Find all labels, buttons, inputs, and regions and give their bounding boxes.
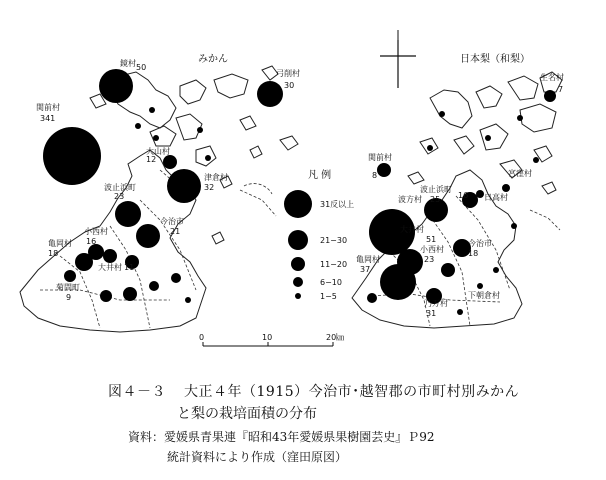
nashi-value-noma: 31 [426, 309, 437, 318]
nashi-circle-j [511, 223, 517, 229]
nashi-label-sekizen: 関前村 [368, 153, 392, 162]
mikan-label-kagami: 鏡村 [120, 59, 136, 68]
mikan-label-imabari: 今治市 [160, 217, 184, 226]
legend-circle-xs [295, 293, 301, 299]
nashi-circle-f [517, 115, 523, 121]
mikan-circle-sekizen [43, 127, 101, 185]
nashi-circle-sekizen [377, 163, 391, 177]
mikan-label-sekizen: 関前村 [36, 103, 60, 112]
nashi-circle-shimoasakura [477, 283, 483, 289]
nashi-label-kameoka: 亀岡村 [356, 255, 380, 264]
mikan-circle-e [171, 273, 181, 283]
legend [284, 168, 354, 301]
mikan-circle-h [135, 123, 141, 129]
mikan-circle-oi [103, 249, 117, 263]
nashi-value-oi: 51 [426, 235, 437, 244]
nashi-circle-c [367, 293, 377, 303]
mikan-label-kameoka: 亀岡村 [48, 239, 72, 248]
mikan-circle-yuge [257, 81, 283, 107]
nashi-value-konishi: 23 [424, 255, 435, 264]
mikan-label-hashihama: 波止浜町 [104, 183, 136, 192]
mikan-label-kikuma: 菊間町 [56, 283, 80, 292]
left-panel-title: みかん [198, 54, 228, 65]
mikan-value-sekizen: 341 [40, 114, 56, 123]
nashi-value-imabari: 18 [468, 249, 479, 258]
mikan-label-tsukura: 津倉村 [204, 173, 228, 182]
mikan-value-hashihama: 23 [114, 192, 125, 201]
figure-source-line1: 資料：愛媛県青果連『昭和43年愛媛県果樹園芸史』Ｐ92 [128, 430, 435, 444]
legend-label-xl: 31反以上 [320, 200, 355, 209]
mikan-circle-k [153, 135, 159, 141]
nashi-value-namikata: 25 [430, 195, 441, 204]
nashi-circle-i [533, 157, 539, 163]
legend-circle-m [291, 257, 305, 271]
nashi-label-oi: 大井村 [400, 225, 424, 234]
north-arrow [380, 30, 416, 88]
mikan-circle-c [100, 290, 112, 302]
mikan-circle-kagami [99, 69, 133, 103]
nashi-value-kameoka: 37 [360, 265, 371, 274]
mikan-circle-b [123, 287, 137, 301]
left-panel-boundaries [40, 170, 276, 328]
legend-label-l: 21−30 [320, 236, 348, 245]
mikan-circle-f [185, 297, 191, 303]
figure-source-line2: 統計資料により作成（窪田原図） [167, 450, 348, 464]
mikan-circle-hashihama [115, 201, 141, 227]
nashi-circle-d [493, 267, 499, 273]
nashi-label-shimoasakura: 下朝倉村 [468, 291, 500, 300]
mikan-value-kagami: 50 [136, 63, 147, 72]
nashi-label-hashihama: 波止浜町 [420, 185, 452, 194]
figure-title-line1: 大正４年（1915）今治市･越智郡の市町村別みかん [184, 384, 520, 400]
mikan-value-kameoka: 18 [48, 249, 59, 258]
scale-tick-10: 10 [262, 333, 273, 342]
mikan-value-oyama: 12 [146, 155, 157, 164]
mikan-value-imabari: 21 [170, 227, 181, 236]
mikan-circle-oyama [163, 155, 177, 169]
mikan-label-oi: 大井村 [98, 263, 122, 272]
nashi-circle-ikina [544, 90, 556, 102]
mikan-circle-g [149, 107, 155, 113]
nashi-circle-e [439, 111, 445, 117]
nashi-label-namikata: 波方村 [398, 195, 422, 204]
nashi-circle-b [457, 309, 463, 315]
nashi-circle-miyakubo [502, 184, 510, 192]
nashi-label-imabari: 今治市 [468, 239, 492, 248]
legend-title: 凡 例 [308, 170, 332, 181]
mikan-circle-d [149, 281, 159, 291]
mikan-label-konishi: 小西村 [84, 227, 108, 236]
legend-label-xs: 1−5 [320, 292, 337, 301]
nashi-value-sekizen: 8 [372, 171, 378, 180]
figure-number: 図４－３ [108, 384, 166, 400]
legend-label-m: 11−20 [320, 260, 348, 269]
mikan-value-kikuma: 9 [66, 293, 72, 302]
right-panel-symbols [367, 90, 556, 315]
nashi-circle-g [485, 135, 491, 141]
nashi-circle-kameoka [380, 264, 416, 300]
nashi-label-konishi: 小西村 [420, 245, 444, 254]
left-panel-basemap [20, 66, 298, 332]
legend-circle-s [293, 277, 303, 287]
mikan-circle-j [197, 127, 203, 133]
figure-title-line2: と梨の栽培面積の分布 [177, 406, 317, 422]
mikan-circle-imabari [136, 224, 160, 248]
nashi-label-noma: 乃万村 [424, 299, 448, 308]
nashi-circle-h [427, 145, 433, 151]
mikan-circle-i [205, 155, 211, 161]
legend-circle-l [288, 230, 308, 250]
mikan-circle-kikuma [64, 270, 76, 282]
scale-bar [203, 342, 333, 346]
mikan-circle-konishi [88, 244, 104, 260]
mikan-circle-tsukura [167, 169, 201, 203]
nashi-value-ikina: 7 [558, 85, 564, 94]
mikan-value-yuge: 30 [284, 81, 295, 90]
legend-label-s: 6−10 [320, 278, 342, 287]
figure-caption-line1 [108, 381, 606, 401]
nashi-label-ikina: 生名村 [540, 73, 564, 82]
mikan-label-oyama: 大山村 [146, 147, 170, 156]
mikan-label-yuge: 弓削村 [276, 69, 300, 78]
right-panel-title: 日本梨（和梨） [460, 54, 530, 65]
nashi-circle-hidaka [476, 190, 484, 198]
left-panel-symbols [43, 69, 283, 303]
nashi-value-hashihama: 16 [458, 191, 469, 200]
legend-circle-xl [284, 190, 312, 218]
scale-tick-0: 0 [199, 333, 205, 342]
nashi-label-miyakubo: 宮窪村 [508, 169, 532, 178]
mikan-value-konishi: 16 [86, 237, 97, 246]
nashi-label-hidaka: 日高村 [484, 193, 508, 202]
mikan-value-tsukura: 32 [204, 183, 215, 192]
mikan-value-oi: 11 [124, 263, 135, 272]
nashi-circle-a [441, 263, 455, 277]
scale-tick-20: 20㎞ [326, 333, 345, 342]
